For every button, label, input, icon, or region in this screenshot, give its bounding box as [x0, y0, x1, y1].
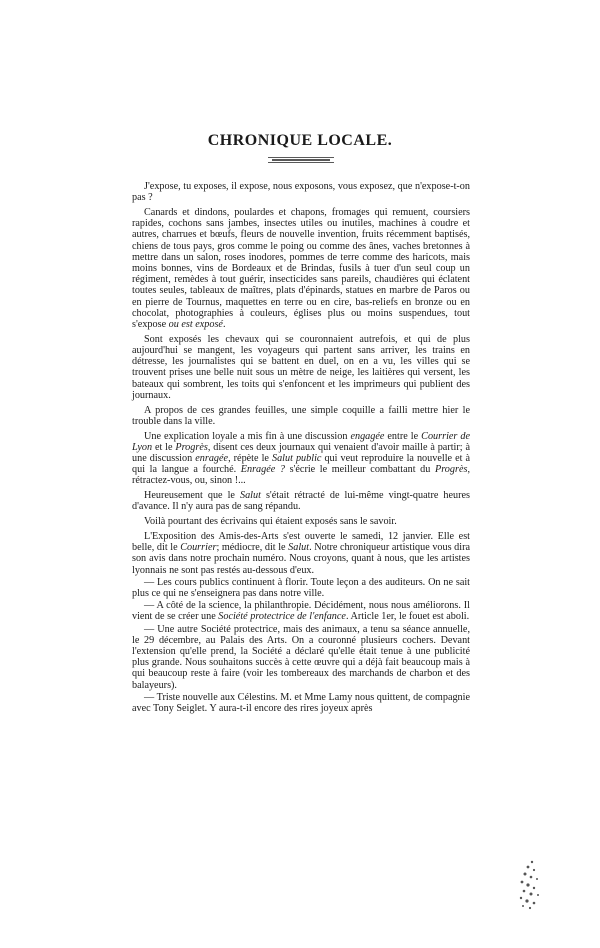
italic-text: engagée [350, 430, 385, 442]
paragraph-text: A propos de ces grandes feuilles, une simple coquille a failli mettre hier le trouble dans la ville. [132, 404, 470, 427]
paragraph-text: ; médiocre, dit le [216, 542, 289, 554]
paragraph-text: — Une autre Société protectrice, mais des animaux, a tenu sa séance annuelle, le 29 décembre, au Palais des Arts. On a couronné plusieurs cochers. Devant l'extension qu'elle prend, la Société a déclaré qu'elle était tenue à une publicité plus grande. Nous souhaitons succès à cette œuvre qui a déjà fait beaucoup mais à qui beaucoup reste à faire (voir les tombereaux des marchands de charbon et des balayeurs). [132, 623, 470, 691]
italic-text: Société protectrice de l'enfance [218, 611, 346, 623]
paragraph-text: J'expose, tu exposes, il expose, nous exposons, vous exposez, que n'expose-t-on pas ? [132, 181, 470, 204]
paragraph-text: . [222, 319, 226, 331]
article-paragraph [132, 490, 470, 512]
paragraph-text: , rétractez-vous, ou, sinon !... [132, 464, 470, 487]
paragraph-text: , répète le [228, 453, 272, 465]
paragraph-text: s'écrie le meilleur combattant du [284, 464, 435, 476]
paragraph-text: — Triste nouvelle aux Célestins. M. et Mme Lamy nous quittent, de compagnie avec Tony Seiglet. Y aura-t-il encore des rires joyeux après [132, 691, 470, 715]
article-paragraph [132, 431, 470, 487]
article-paragraph [132, 600, 470, 622]
paragraph-text: Sont exposés les chevaux qui se couronnaient autrefois, et qui de plus aujourd'hui se mangent, les voyageurs qui partent sans arriver, les trains en détresse, les journalistes qui se battent en duel, on en a vu, les villes qui se trouvent prises une belle nuit sous un mètre de neige, les laitières qui versent, les bateaux qui sombrent, les toits qui s'enfoncent et les imprimeurs qui publient des journaux. [132, 333, 470, 401]
article-paragraph [132, 207, 470, 330]
article-paragraph [132, 624, 470, 691]
paragraph-text: entre le [384, 430, 422, 442]
paragraph-text: L'Exposition des Amis-des-Arts s'est ouverte le samedi, 12 janvier. Elle est belle, dit le [132, 531, 470, 554]
paragraph-text: Voilà pourtant des écrivains qui étaient exposés sans le savoir. [144, 516, 397, 528]
paragraph-text: Canards et dindons, poulardes et chapons, fromages qui remuent, coursiers rapides, cochons sans jambes, insectes utiles ou inutiles, machines à coudre et autres, charrues et bœufs, fleurs de nouvelle invention, fruits récemment baptisés, chiens de tous pays, gros comme le poing ou comme des ânes, vaches bretonnes à mettre dans un salon, roses inodores, pommes de terre comme des haricots, mais moins bonnes, vins de Bordeaux et de Brindas, fusils à tuer d'un seul coup un régiment, remèdes à tout guérir, insecticides sans pareils, chaudières qui éclatent toutes seules, tableaux de maîtres, plats d'épinards, statues en marbre de Paros ou en pierre de Tournus, maquettes en terre ou en cire, bas-reliefs en bronze ou en chocolat, photographies à couleurs, églises plus ou moins suspendues, tout s'expose [132, 207, 470, 331]
paragraph-text: — A côté de la science, la philanthropie. Décidément, nous nous améliorons. Il vient de se créer une [132, 600, 470, 623]
library-stamp-mark [512, 858, 546, 912]
article-paragraph [132, 181, 470, 203]
italic-text: Progrès [175, 441, 208, 453]
title-ornament [268, 156, 334, 164]
article-body [132, 181, 470, 715]
paragraph-text: s'était rétracté de lui-même vingt-quatre heures d'avance. Il n'y aura pas de sang répandu. [132, 490, 470, 513]
italic-text: ou est exposé [168, 319, 223, 331]
page-title: CHRONIQUE LOCALE. [207, 132, 393, 149]
italic-text: Enragée ? [240, 464, 285, 476]
paragraph-text: Heureusement que le [144, 490, 240, 502]
paragraph-text: — Les cours publics continuent à florir. Toute leçon a des auditeurs. On ne sait plus ce qui ne s'enseignera pas dans notre ville. [132, 576, 470, 600]
italic-text: Salut public [271, 453, 322, 465]
paragraph-text: et le [152, 441, 176, 453]
italic-text: Salut [239, 490, 261, 502]
italic-text: Courrier de Lyon [132, 430, 471, 453]
paragraph-text: , disent ces deux journaux qui venaient d'avoir maille à partir; à une discussion [132, 441, 470, 465]
article-paragraph [132, 577, 470, 599]
italic-text: Salut [288, 542, 310, 554]
article-paragraph [132, 531, 470, 576]
paragraph-text: Une explication loyale a mis fin à une discussion [144, 430, 351, 442]
italic-text: enragée [195, 453, 229, 465]
paragraph-text: . Article 1er, le fouet est aboli. [345, 611, 470, 623]
italic-text: Progrès [434, 464, 468, 476]
paragraph-text: . Notre chroniqueur artistique vous dira son avis dans notre prochain numéro. Nous croyons, quant à nous, que les artistes lyonnais ne sont pas restés au-dessous d'eux. [132, 542, 470, 576]
italic-text: Courrier [180, 542, 217, 554]
article-paragraph [132, 334, 470, 401]
article-paragraph [132, 692, 470, 714]
paragraph-text: qui veut reproduire la nouvelle et à qui la langue a fourché. [132, 453, 470, 476]
article-paragraph [132, 405, 470, 427]
article-paragraph [132, 516, 470, 527]
